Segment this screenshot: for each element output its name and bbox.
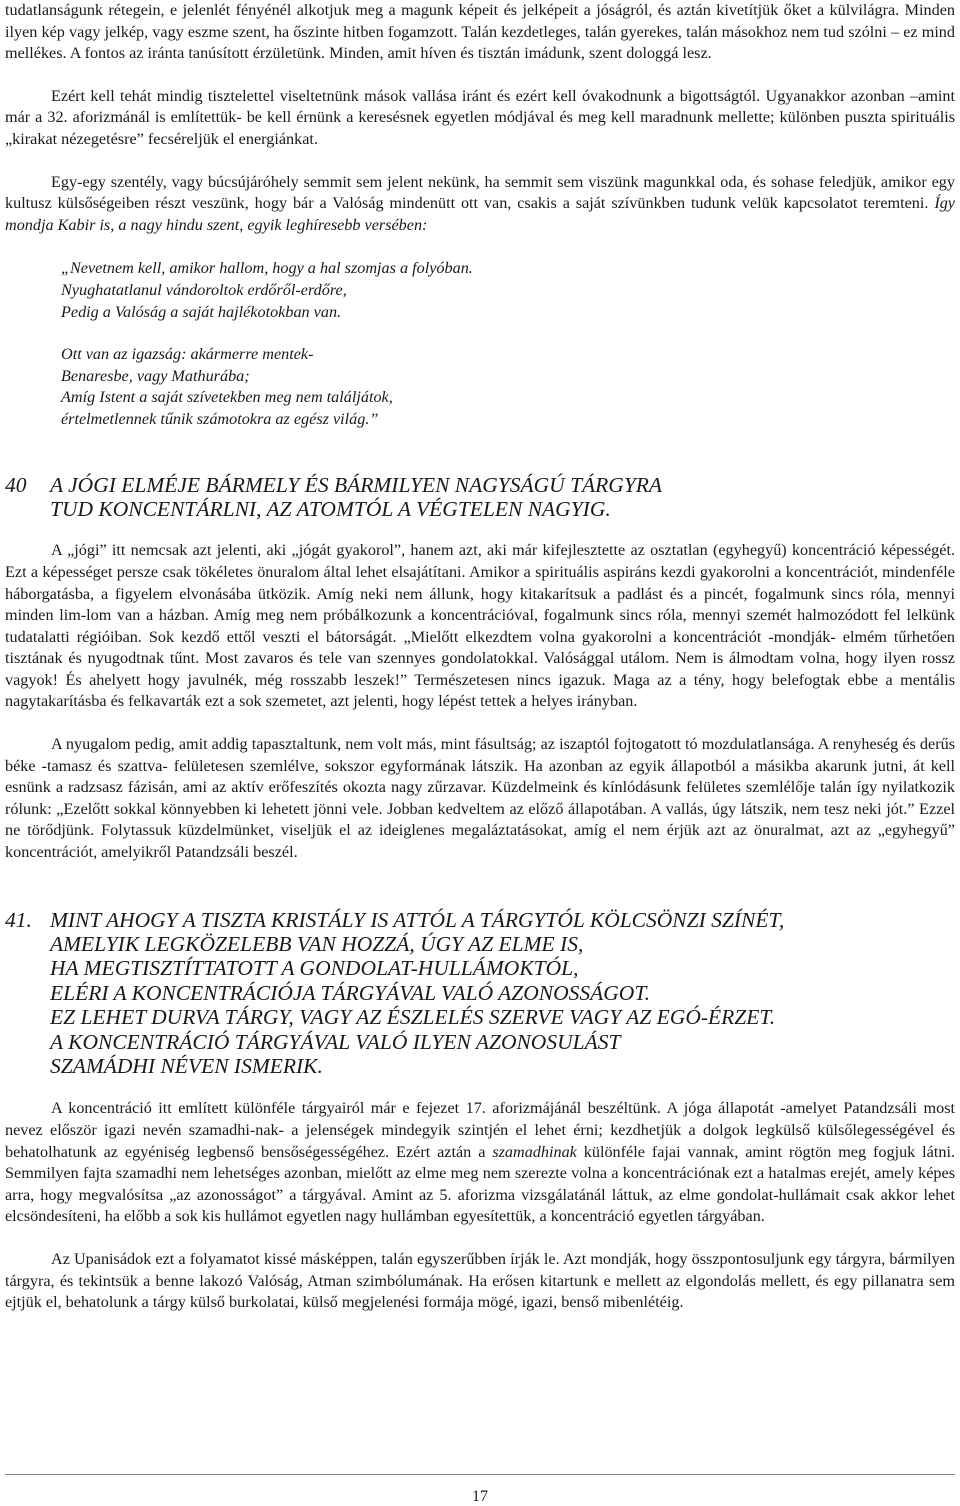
heading-line: HA MEGTISZTÍTTATOTT A GONDOLAT-HULLÁMOKTÓL, (50, 956, 579, 981)
kabir-poem (61, 258, 955, 430)
heading-line: TUD KONCENTÁRLNI, AZ ATOMTÓL A VÉGTELEN NAGYIG. (50, 496, 611, 521)
heading-line: ELÉRI A KONCENTRÁCIÓJA TÁRGYÁVAL VALÓ AZONOSSÁGOT. (50, 980, 651, 1005)
poem-line: Pedig a Valóság a saját hajlékotokban van. (61, 302, 342, 321)
heading-line: AMELYIK LEGKÖZELEBB VAN HOZZÁ, ÚGY AZ ELME IS, (50, 932, 584, 957)
paragraph-yogi: A „jógi” itt nemcsak azt jelenti, aki „jógát gyakorol”, hanem azt, aki már kifejlesztette az osztatlan (egyhegyű) koncentráció képességét. Ezt a képességet persze csak tökéletes önuralom által lehet elsajátítani. Amikor a spirituális aspiráns kezdi gyakorolni a koncentrációt, mindenféle háborgatásba, a figyelem elvonásába ütközik. Amíg neki nem állunk, hogy kitakarítsuk a padlást és a pincét, fogalmunk sincs róla, mennyi minden lim-lom van a házban. Amíg meg nem próbálkozunk a koncentrációval, fogalmunk sincs róla, mennyi szemét halmozódott fel lelkünk tudatalatti régióiban. Sok kezdő ettől veszti el bátorságát. „Mielőtt elkezdtem volna gyakorolni a koncentrációt -mondják- elmém tűrhetően tisztának és nyugodtnak tűnt. Most zavaros és tele van szennyes gondolatokkal. Valósággal utálom. Nem is álmodtam volna, hogy ilyen rossz vagyok! És ahelyett hogy javulnék, még rosszabb leszek!” Természetesen nincs igazuk. Maga az a tény, hogy belefogtak ebbe a mentális nagytakarításba és felkavarták ezt a sok szemetet, azt jelenti, hogy lépést tettek a helyes irányban. (5, 541, 955, 711)
paragraph-samadhi-b: különféle fajai vannak, amint rögtön meg fogjuk látni. Semmilyen fajta szamadhi nem lehetséges azonban, mielőtt az elme meg nem szerezte volna a koncentrációnak ezt a hatalmas erejét, amely képes arra, hogy megvalósítsa „az azonosságot” a tárgyával. Amint az 5. aforizma vizsgálatánál láttuk, az elme gondolat-hullámait csak akkor lehet elcsöndesíteni, ha előbb a sok kis hullámot egyetlen nagy hullámban egyesítettük, a koncentráció egyetlen tárgyában. (5, 1142, 955, 1226)
heading-line: EZ LEHET DURVA TÁRGY, VAGY AZ ÉSZLELÉS SZERVE VAGY AZ EGÓ-ÉRZET. (50, 1005, 776, 1030)
footer-rule (5, 1474, 955, 1475)
heading-line: A KONCENTRÁCIÓ TÁRGYÁVAL VALÓ ILYEN AZONOSULÁST (50, 1029, 621, 1054)
heading-line: A JÓGI ELMÉJE BÁRMELY ÉS BÁRMILYEN NAGYSÁGÚ TÁRGYRA (50, 472, 663, 497)
heading-line: MINT AHOGY A TISZTA KRISTÁLY IS ATTÓL A TÁRGYTÓL KÖLCSÖNZI SZÍNÉT, (50, 907, 785, 932)
document-page (5, 0, 955, 1314)
poem-line: értelmetlennek tűnik számotokra az egész világ.” (61, 409, 379, 428)
poem-line: Amíg Istent a saját szívetekben meg nem találjátok, (61, 388, 393, 407)
poem-line: Nyughatatlanul vándoroltok erdőről-erdőre, (61, 280, 347, 299)
poem-line: Ott van az igazság: akármerre mentek- (61, 345, 314, 364)
aphorism-number: 41. (5, 907, 32, 932)
aphorism-40-heading (5, 473, 955, 522)
paragraph-calm: A nyugalom pedig, amit addig tapasztaltunk, nem volt más, mint fásultság; az iszaptól fojtogatott tó mozdulatlansága. A renyheség és derűs béke -tamasz és szattva- felületesen szemlélve, sokszor egyformának látszik. Ha azonban az egyik állapotból a másikba akarunk jutni, át kell esnünk a radzsasz fázisán, ami az aktív erőfeszítés okozta nagy zűrzavar. Küzdelmeink és kínlódásunk felületes szemlélője talán így nyilatkozik rólunk: „Ezelőtt sokkal könnyebben ki lehetett jönni vele. Jobban kedveltem az előző állapotában. A vallás, úgy látszik, nem tesz neki jót.” Ezzel ne törődjünk. Folytassuk küzdelmünket, viseljük el az ideiglenes megaláztatásokat, amíg el nem érjük azt az önuralmat, azt az „egyhegyű” koncentrációt, amelyikről Patandzsáli beszél. (5, 735, 955, 862)
paragraph-shrine-text: Egy-egy szentély, vagy búcsújáróhely semmit sem jelent nekünk, ha semmit sem viszünk magunkkal oda, és sohase feledjük, amikor egy kultusz külsőségeiben részt veszünk, hogy bár a Valóság mindenütt ott van, csakis a saját szívünkben tudunk velük kapcsolatot teremteni. (5, 172, 955, 213)
paragraph-samadhi (5, 1098, 955, 1228)
heading-line: SZAMÁDHI NÉVEN ISMERIK. (50, 1054, 323, 1079)
page-number: 17 (472, 1488, 488, 1505)
paragraph-shrine-kabir: Így mondja Kabir is, a nagy hindu szent, egyik leghíresebb versében: (5, 194, 955, 234)
paragraph-continuation: tudatlanságunk rétegein, e jelenlét fényénél alkotjuk meg a magunk képeit és jelképeit a jóságról, és aztán kivetítjük őket a külvilágra. Minden ilyen kép vagy jelkép, vagy eszme szent, ha őszinte hitben fogamzott. Talán kezdetleges, talán gyerekes, talán másokhoz nem tud szólni – ez mind mellékes. A fontos az iránta tanúsított érzületünk. Minden, amit híven és tisztán imádunk, szent dologgá lesz. (5, 1, 955, 63)
paragraph-samadhi-a: A koncentráció itt említett különféle tárgyairól már e fejezet 17. aforizmájánál beszéltünk. A jóga állapotát -amelyet Patandzsáli most nevez először igazi nevén szamadhi-nak- a jelenségek mindegyik szintjén el lehet érni; kezdhetjük a dolgok legkülső külsőlegességével és behatolhatunk az egyéniség legbenső bensőségességéhez. Ezért aztán a (5, 1099, 955, 1161)
aphorism-41-heading (5, 908, 955, 1079)
poem-line: „Nevetnem kell, amikor hallom, hogy a hal szomjas a folyóban. (61, 259, 473, 278)
paragraph-upanishads: Az Upanisádok ezt a folyamatot kissé másképpen, talán egyszerűbben írják le. Azt mondják, hogy összpontosuljunk egy tárgyra, bármilyen tárgyra, és tekintsük a benne lakozó Valóság, Atman szimbólumának. Ha erősen kitartunk e mellett az elgondolás mellett, és egy pillanatra sem ejtjük el, behatolunk a tárgy külső burkolatai, külső megjelenési formája mögé, igazi, benső mibenlétéig. (5, 1250, 955, 1312)
paragraph-shrine (5, 172, 955, 237)
poem-line: Benaresbe, vagy Mathurába; (61, 366, 250, 385)
paragraph-samadhi-term: szamadhinak (492, 1142, 577, 1161)
paragraph-bigotry: Ezért kell tehát mindig tisztelettel viseltetnünk mások vallása iránt és ezért kell óvakodnunk a bigottságtól. Ugyanakkor azonban –amint már a 32. aforizmánál is említettük- be kell érnünk a keresésnek egyetlen módjával és meg kell maradnunk mellette; különben puszta spirituális „kirakat nézegetésre” fecséreljük el energiánkat. (5, 86, 955, 148)
aphorism-number: 40 (5, 472, 27, 497)
